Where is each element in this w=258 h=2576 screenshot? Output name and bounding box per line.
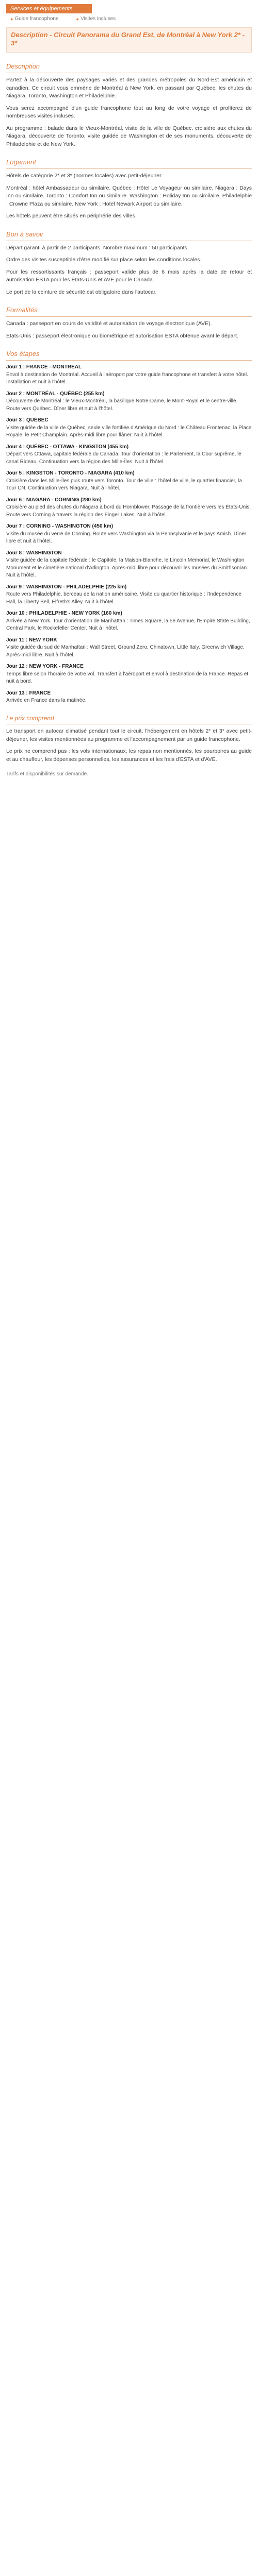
itinerary-day-text: Visite du musée du verre de Corning. Route vers Washington via la Pennsylvanie et le pays Amish. Dîner libre et nuit à l'hôtel. [6,531,247,545]
visa-icon: ● [76,16,79,22]
tab-guide[interactable] [10,15,59,23]
paragraph: Pour les ressortissants français : passeport valide plus de 6 mois après la date de retour et autorisation ESTA pour les États-Unis et AVE pour le Canada. [6,268,252,283]
itinerary-day-text: Arrivée à New York. Tour d'orientation de Manhattan : Times Square, la 5e Avenue, l'Empire State Building, Central Park, le Rockefeller Center. Nuit à l'hôtel. [6,618,250,632]
tab-visits-label: Visites incluses [80,16,116,22]
paragraph: États-Unis : passeport électronique ou biométrique et autorisation ESTA obtenue avant le départ. [6,332,238,339]
itinerary-day [6,663,252,686]
paragraph: Canada : passeport en cours de validité et autorisation de voyage électronique (AVE). [6,320,212,327]
section-conditions-heading: Le prix comprend [6,714,252,724]
itinerary-day-title: Jour 10 : PHILADELPHIE - NEW YORK (160 km) [6,611,122,617]
itinerary-day-text: Croisière dans les Mille-Îles puis route vers Toronto. Tour de ville : l'hôtel de ville, le quartier financier, la Tour CN. Continuation vers Niagara. Nuit à l'hôtel. [6,478,242,492]
itinerary-day-text: Arrivée en France dans la matinée. [6,698,87,704]
itinerary-day-text: Visite guidée du sud de Manhattan : Wall Street, Ground Zero, Chinatown, Little Italy, Greenwich Village. Après-midi libre. Nuit à l'hôtel. [6,645,245,658]
section-itinerary-heading: Vos étapes [6,349,252,361]
itinerary-day-text: Découverte de Montréal : le Vieux-Montréal, la basilique Notre-Dame, le Mont-Royal et le centre-ville. Route vers Québec. Dîner libre et nuit à l'hôtel. [6,398,238,412]
itinerary-day [6,364,252,386]
itinerary-day-title: Jour 5 : KINGSTON - TORONTO - NIAGARA (410 km) [6,470,135,477]
paragraph: Partez à la découverte des paysages variés et des grandes métropoles du Nord-Est américain et canadien. Ce circuit vous emmène de Montréal à New York, en passant par Québec, les chutes du Niagara, Toronto, Washington et Philadelphie. [6,77,252,99]
paragraph: Les hôtels peuvent être situés en périphérie des villes. [6,213,137,219]
itinerary-day-title: Jour 8 : WASHINGTON [6,550,62,556]
itinerary-day [6,610,252,633]
itinerary-list [0,364,258,705]
section-bon-savoir [6,244,252,297]
paragraph: Hôtels de catégorie 2* et 3* (normes locales) avec petit-déjeuner. [6,173,163,179]
page [0,4,258,784]
itinerary-day [6,444,252,466]
itinerary-day-title: Jour 7 : CORNING - WASHINGTON (450 km) [6,523,114,530]
itinerary-day-title: Jour 12 : NEW YORK - FRANCE [6,664,84,670]
section-conditions [6,727,252,764]
itinerary-day-text: Envol à destination de Montréal. Accueil à l'aéroport par votre guide francophone et transfert à votre hôtel. Installation et nuit à l'hôtel. [6,371,248,385]
section-logement [6,172,252,221]
itinerary-day-text: Visite guidée de la capitale fédérale : le Capitole, la Maison-Blanche, le Lincoln Memorial, le Washington Monument et le cimetière national d'Arlington. Après-midi libre pour découvrir les musées du Smithsonian. Nuit à l'hôtel. [6,557,248,579]
itinerary-day [6,550,252,580]
paragraph: Le transport en autocar climatisé pendant tout le circuit, l'hébergement en hôtels 2* et 3* avec petit-déjeuner, les visites mentionnées au programme et l'accompagnement par un guide francophone. [6,728,252,742]
itinerary-day-title: Jour 11 : NEW YORK [6,637,57,643]
paragraph: Vous serez accompagné d'un guide francophone tout au long de votre voyage et profiterez de nombreuses visites incluses. [6,105,252,120]
paragraph: Ordre des visites susceptible d'être modifié sur place selon les conditions locales. [6,257,202,263]
paragraph: Le prix ne comprend pas : les vols internationaux, les repas non mentionnés, les pourboires au guide et au chauffeur, les dépenses personnelles, les assurances et les frais d'ESTA et d'AVE. [6,748,252,762]
title-block [6,27,252,53]
section-logement-heading: Logement [6,158,252,169]
itinerary-day [6,497,252,519]
section-bon-savoir-heading: Bon à savoir [6,230,252,241]
paragraph: Départ garanti à partir de 2 participants. Nombre maximum : 50 participants. [6,244,189,251]
itinerary-day [6,470,252,493]
itinerary-day-title: Jour 1 : FRANCE - MONTRÉAL [6,364,82,370]
itinerary-day-title: Jour 13 : FRANCE [6,690,51,696]
paragraph: Le port de la ceinture de sécurité est obligatoire dans l'autocar. [6,289,157,295]
itinerary-day-text: Visite guidée de la ville de Québec, seule ville fortifiée d'Amérique du Nord : le Château Frontenac, la Place Royale, le Petit Champlain. Après-midi libre pour flâner. Nuit à l'hôtel. [6,425,252,438]
tab-visits[interactable] [76,15,116,23]
section-formalites-heading: Formalités [6,306,252,317]
itinerary-day-title: Jour 3 : QUÉBEC [6,417,49,423]
itinerary-day [6,391,252,413]
feature-tabs [10,15,258,23]
guide-icon: ● [10,16,13,22]
itinerary-day-title: Jour 2 : MONTRÉAL - QUÉBEC (255 km) [6,391,105,397]
itinerary-day-text: Départ vers Ottawa, capitale fédérale du Canada. Tour d'orientation : le Parlement, la Cour suprême, le canal Rideau. Continuation vers la région des Mille-Îles. Nuit à l'hôtel. [6,451,241,465]
itinerary-day-text: Temps libre selon l'horaire de votre vol. Transfert à l'aéroport et envol à destination de la France. Repas et nuit à bord. [6,671,249,685]
itinerary-day [6,523,252,546]
itinerary-day-text: Croisière au pied des chutes du Niagara à bord du Hornblower. Passage de la frontière vers les États-Unis. Route vers Corning à travers la région des Finger Lakes. Nuit à l'hôtel. [6,504,251,518]
section-formalites [6,320,252,340]
itinerary-day-title: Jour 6 : NIAGARA - CORNING (280 km) [6,497,102,503]
paragraph: Au programme : balade dans le Vieux-Montréal, visite de la ville de Québec, croisière aux chutes du Niagara, découverte de Toronto, visite guidée de Washington et de ses monuments, découverte de Philadelphie et de New York. [6,125,252,147]
section-badge: Services et équipements [6,4,92,13]
paragraph: Montréal : hôtel Ambassadeur ou similaire. Québec : Hôtel Le Voyageur ou similaire. Niagara : Days Inn ou similaire. Toronto : Comfort Inn ou similaire. Washington : Holiday Inn ou similaire. Philadelphie : Crowne Plaza ou similaire. New York : Hotel Newark Airport ou similaire. [6,184,252,207]
section-description-heading: Description [6,62,252,73]
tab-guide-label: Guide francophone [14,16,59,22]
itinerary-day-title: Jour 4 : QUÉBEC - OTTAWA - KINGSTON (455 km) [6,444,129,450]
page-title: Description - Circuit Panorama du Grand Est, de Montréal à New York 2* - 3* [11,30,245,47]
footer-note: Tarifs et disponibilités sur demande. [6,771,88,777]
itinerary-day-text: Route vers Philadelphie, berceau de la nation américaine. Visite du quartier historique : l'Independence Hall, la Liberty Bell, Elfreth's Alley. Nuit à l'hôtel. [6,591,241,605]
section-description [6,76,252,148]
itinerary-day [6,690,252,705]
itinerary-day [6,584,252,606]
itinerary-day-title: Jour 9 : WASHINGTON - PHILADELPHIE (225 km) [6,584,127,590]
itinerary-day [6,637,252,659]
itinerary-day [6,417,252,439]
